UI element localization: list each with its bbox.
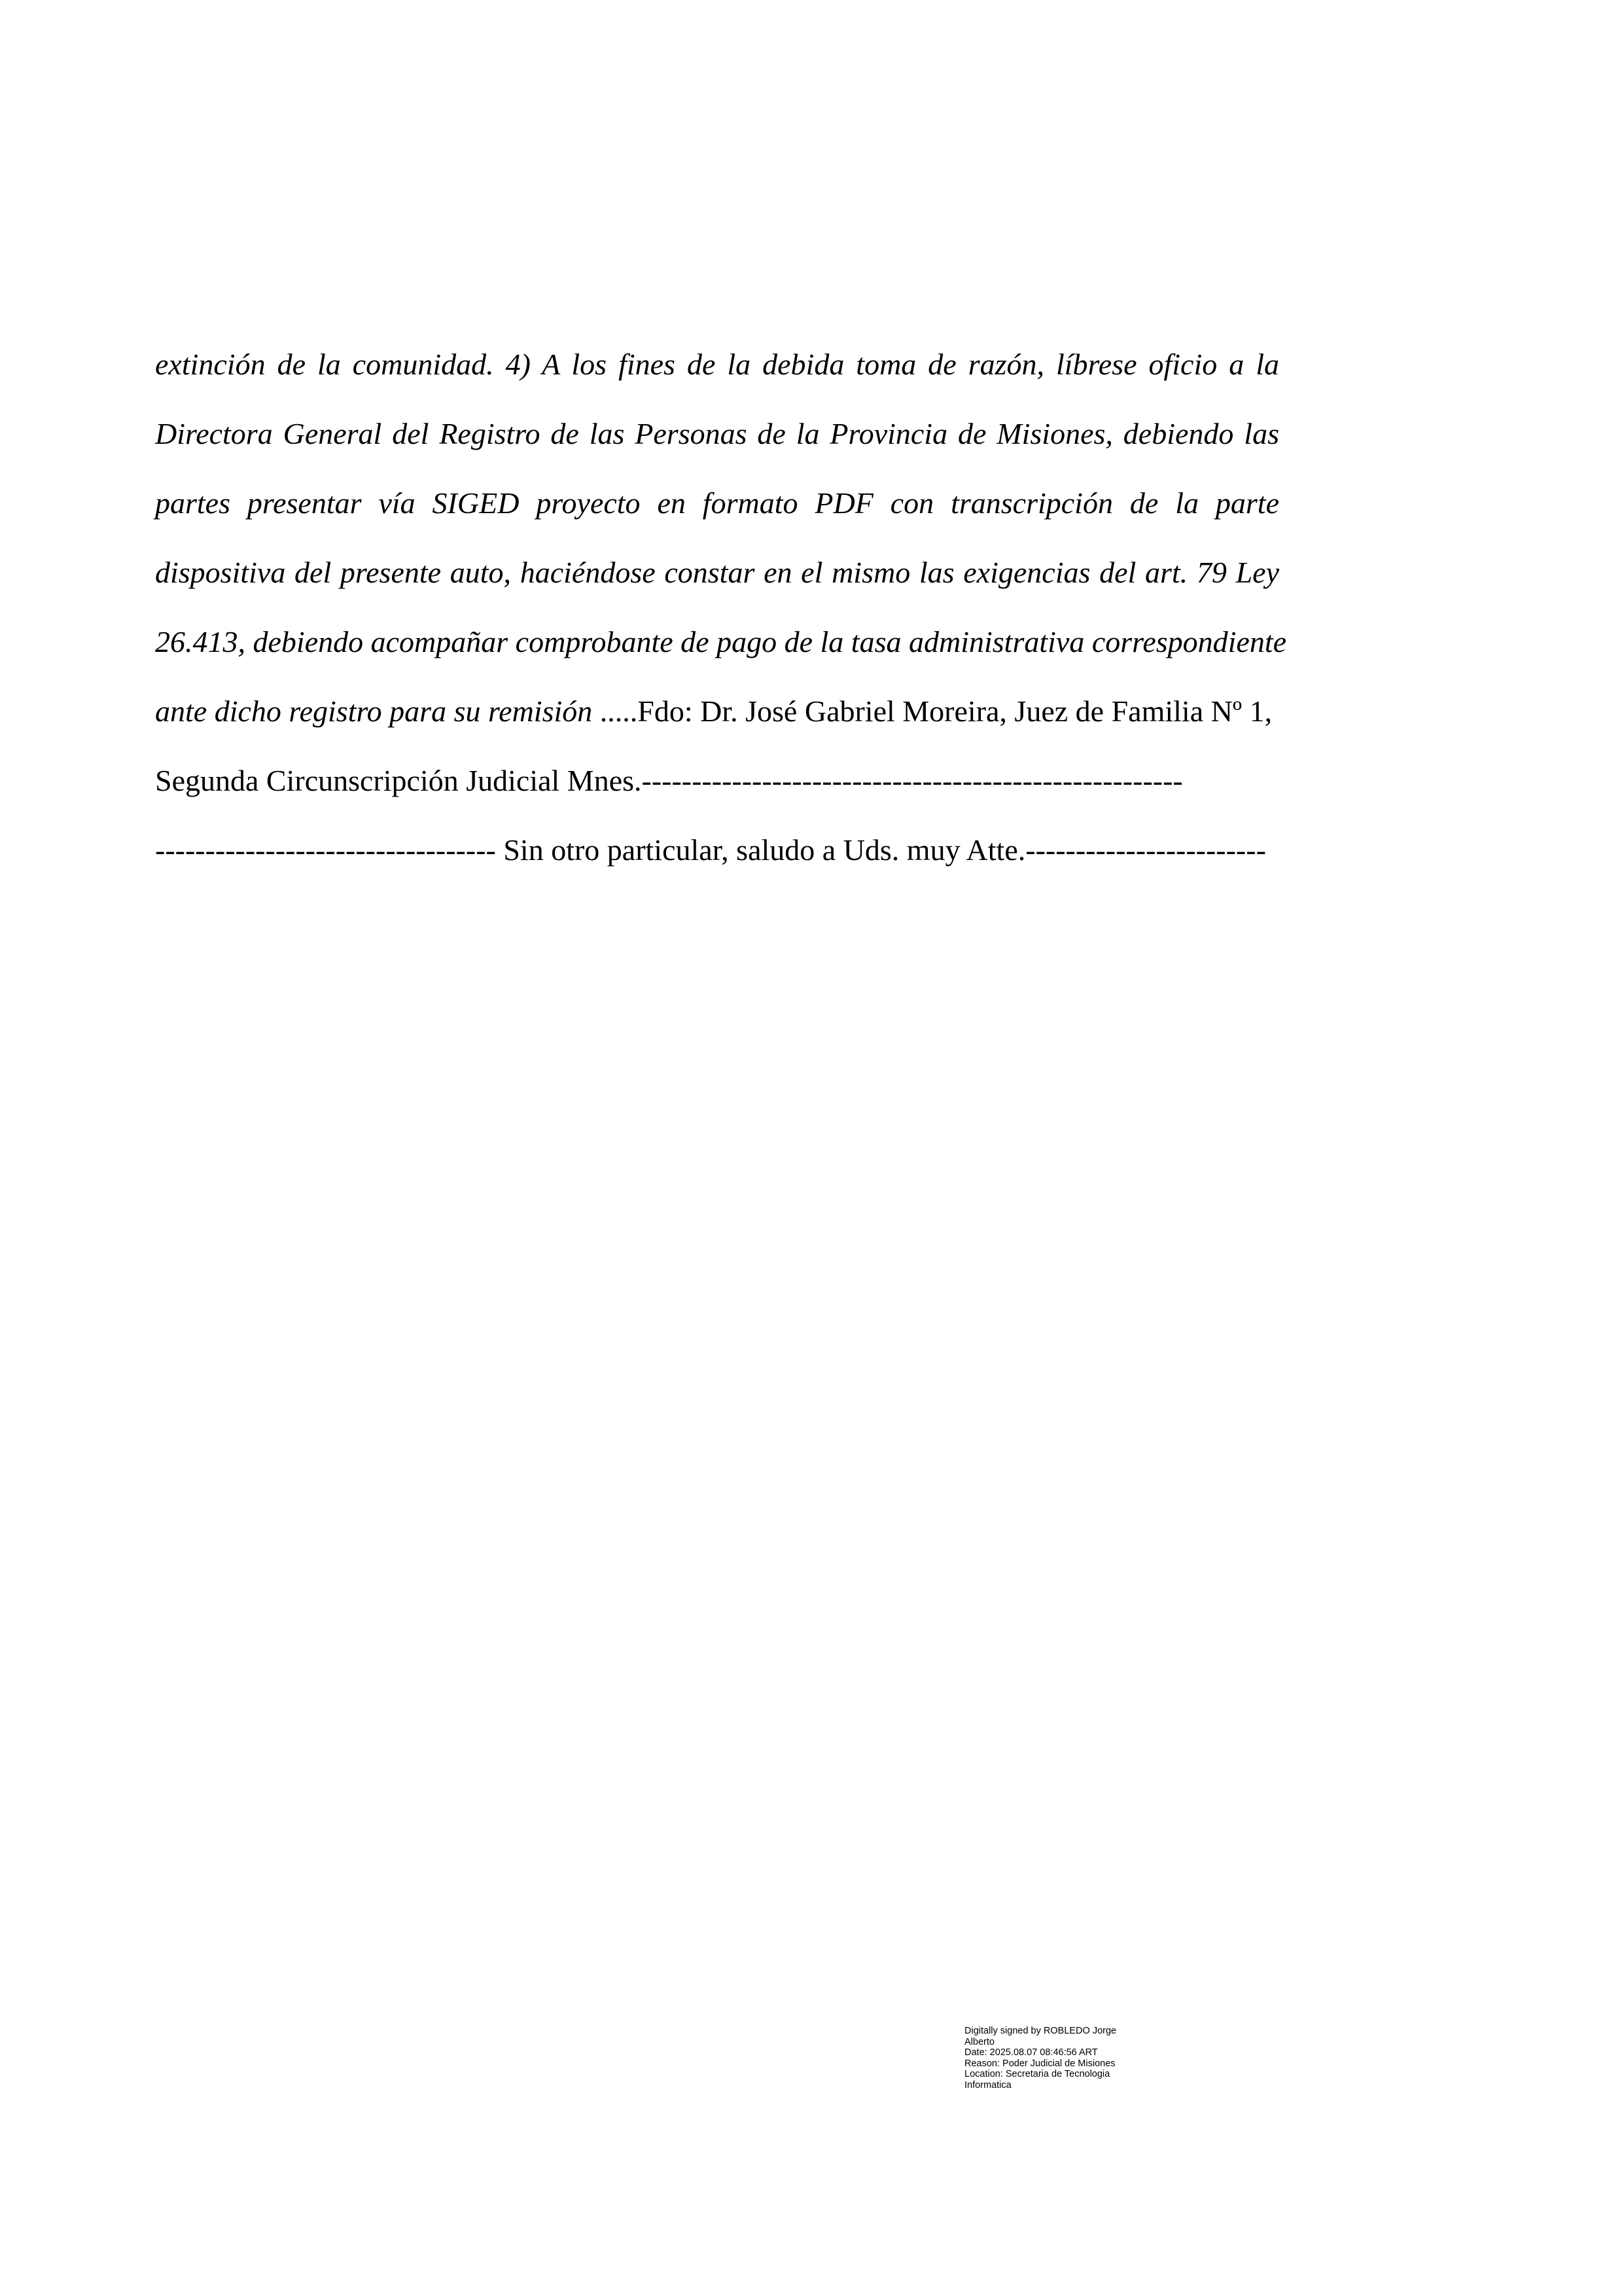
closing-line: ---------------------------------- Sin otro particular, saludo a Uds. muy Atte.------------------------ [155,833,1266,867]
signature-line-3: Date: 2025.08.07 08:46:56 ART [964,2047,1098,2058]
body-line-6 [155,692,1279,731]
signature-line-2: Alberto [964,2036,995,2047]
body-line-2: Directora General del Registro de las Personas de la Provincia de Misiones, debiendo las [155,417,1279,450]
body-line-3: partes presentar vía SIGED proyecto en formato PDF con transcripción de la parte [155,486,1279,520]
body-line-4: dispositiva del presente auto, haciéndose constar en el mismo las exigencias del art. 79 Ley [155,556,1279,589]
signature-line-1: Digitally signed by ROBLEDO Jorge [964,2026,1117,2036]
signature-line-6: Informatica [964,2079,1012,2090]
body-line-5: 26.413, debiendo acompañar comprobante de pago de la tasa administrativa correspondiente [155,625,1287,658]
digital-signature-block [964,2026,1161,2090]
body-line-6-italic: ante dicho registro para su remisión [155,694,593,728]
body-line-1: extinción de la comunidad. 4) A los fines de la debida toma de razón, líbrese oficio a la [155,348,1279,381]
body-line-7: Segunda Circunscripción Judicial Mnes.------------------------------------------------------ [155,764,1183,797]
signature-line-5: Location: Secretaria de Tecnologia [964,2069,1110,2079]
signature-line-4: Reason: Poder Judicial de Misiones [964,2058,1116,2069]
body-line-6-regular: .....Fdo: Dr. José Gabriel Moreira, Juez de Familia Nº 1, [592,694,1273,728]
